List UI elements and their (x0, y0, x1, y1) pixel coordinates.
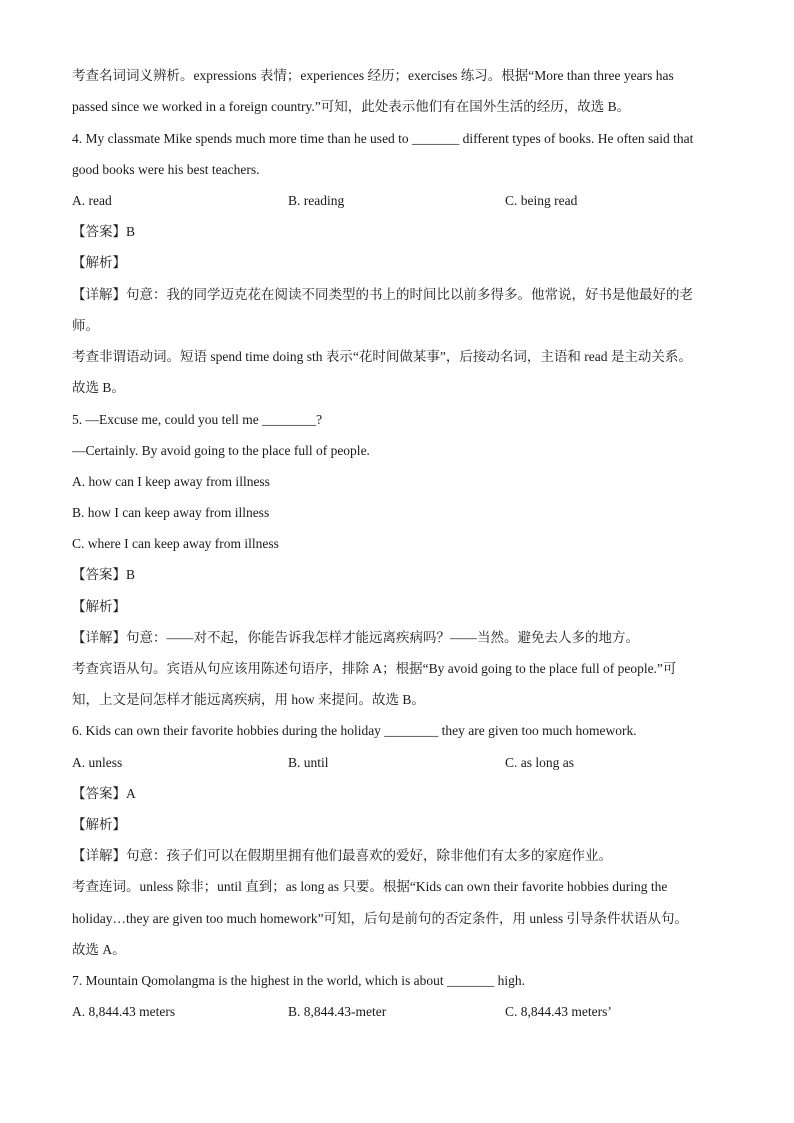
question-6-option-b: B. until (288, 755, 329, 770)
text-line: passed since we worked in a foreign country.”可知，此处表示他们有在国外生活的经历，故选 B。 (72, 99, 631, 114)
explanation-text: 知，上文是问怎样才能远离疾病，用 how 来提问。故选 B。 (72, 692, 425, 707)
question-4-stem: 4. My classmate Mike spends much more time than he used to _______ different types of books. He often said that (72, 131, 694, 146)
explanation-text: 考查连词。unless 除非；until 直到；as long as 只要。根据“Kids can own their favorite hobbies during the (72, 879, 668, 894)
text-line: 考查名词词义辨析。expressions 表情；experiences 经历；exercises 练习。根据“More than three years has (72, 68, 674, 83)
question-7-option-a: A. 8,844.43 meters (72, 1004, 176, 1019)
question-7-option-c: C. 8,844.43 meters’ (505, 1004, 612, 1019)
explanation-text: 【详解】句意：我的同学迈克花在阅读不同类型的书上的时间比以前多得多。他常说，好书是他最好的老 (72, 287, 693, 302)
answer-label: 【答案】A (72, 786, 136, 801)
explanation-text: 师。 (72, 318, 99, 333)
analysis-label: 【解析】 (72, 255, 126, 270)
explanation-text: 考查非谓语动词。短语 spend time doing sth 表示“花时间做某事”，后接动名词，主语和 read 是主动关系。 (72, 349, 692, 364)
question-6-option-a: A. unless (72, 755, 123, 770)
question-4-option-c: C. being read (505, 193, 578, 208)
question-5-stem: —Certainly. By avoid going to the place full of people. (72, 443, 370, 458)
explanation-text: holiday…they are given too much homework”可知，后句是前句的否定条件，用 unless 引导条件状语从句。 (72, 911, 689, 926)
answer-label: 【答案】B (72, 567, 136, 582)
explanation-text: 故选 B。 (72, 380, 125, 395)
question-5-stem: 5. —Excuse me, could you tell me ________? (72, 412, 323, 427)
question-5-option-b: B. how I can keep away from illness (72, 505, 270, 520)
question-4-stem: good books were his best teachers. (72, 162, 260, 177)
question-7-stem: 7. Mountain Qomolangma is the highest in the world, which is about _______ high. (72, 973, 525, 988)
question-6-option-c: C. as long as (505, 755, 574, 770)
question-6-stem: 6. Kids can own their favorite hobbies during the holiday ________ they are given too much homework. (72, 723, 637, 738)
question-7-option-b: B. 8,844.43-meter (288, 1004, 387, 1019)
question-5-option-a: A. how can I keep away from illness (72, 474, 270, 489)
answer-label: 【答案】B (72, 224, 136, 239)
analysis-label: 【解析】 (72, 817, 126, 832)
explanation-text: 故选 A。 (72, 942, 126, 957)
explanation-text: 【详解】句意：——对不起，你能告诉我怎样才能远离疾病吗？——当然。避免去人多的地方。 (72, 630, 639, 645)
analysis-label: 【解析】 (72, 599, 126, 614)
question-4-option-b: B. reading (288, 193, 345, 208)
question-4-option-a: A. read (72, 193, 112, 208)
explanation-text: 【详解】句意：孩子们可以在假期里拥有他们最喜欢的爱好，除非他们有太多的家庭作业。 (72, 848, 612, 863)
question-5-option-c: C. where I can keep away from illness (72, 536, 279, 551)
explanation-text: 考查宾语从句。宾语从句应该用陈述句语序，排除 A；根据“By avoid going to the place full of people.”可 (72, 661, 677, 676)
